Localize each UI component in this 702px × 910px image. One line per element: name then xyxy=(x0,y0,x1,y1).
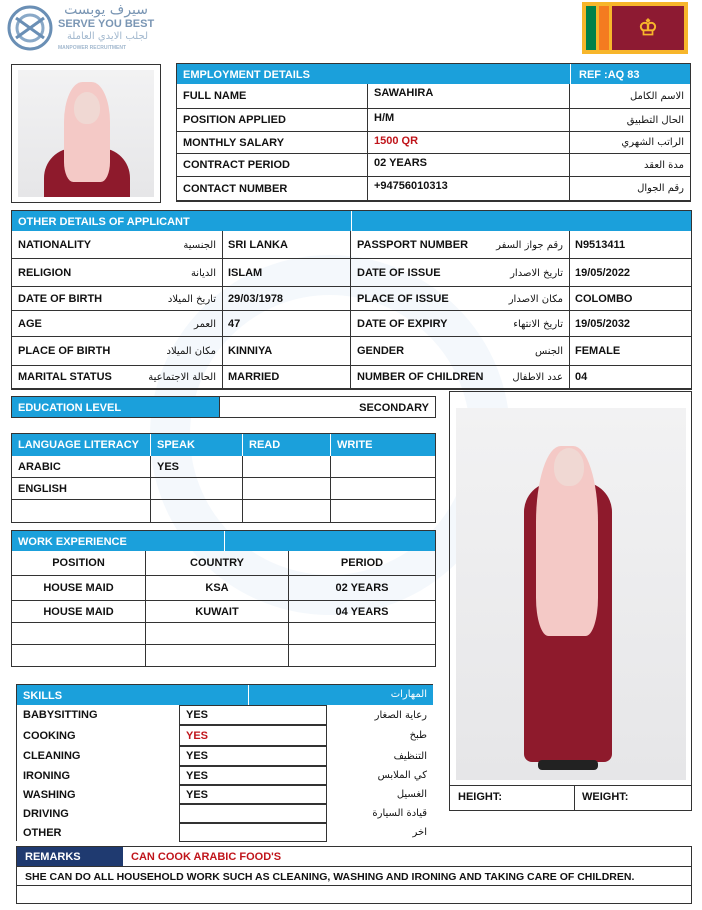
work-cell xyxy=(146,623,289,645)
skill-value xyxy=(179,823,327,842)
brand-name-en: SERVE YOU BEST xyxy=(58,18,155,30)
skill-label-ar: طبخ xyxy=(409,730,427,741)
skill-label: BABYSITTING xyxy=(23,709,98,721)
language-cell: YES xyxy=(151,456,243,478)
employment-details-title: EMPLOYMENT DETAILS xyxy=(183,69,310,81)
skill-value xyxy=(179,804,327,823)
other-right-label: DATE OF ISSUE xyxy=(351,259,569,287)
employment-details-table xyxy=(176,63,691,202)
other-right-label-ar: الجنس xyxy=(534,346,563,357)
remarks-highlight: CAN COOK ARABIC FOOD'S xyxy=(131,851,282,863)
other-left-label: PLACE OF BIRTH xyxy=(12,337,222,366)
remarks-text: SHE CAN DO ALL HOUSEHOLD WORK SUCH AS CLEANING, WASHING AND IRONING AND TAKING CARE OF CHILDREN. xyxy=(25,871,635,883)
skill-value: YES xyxy=(179,746,327,766)
skill-label: DRIVING xyxy=(23,807,69,820)
employment-value: +94756010313 xyxy=(368,177,570,201)
work-experience-table xyxy=(11,530,436,667)
other-right-label: GENDER xyxy=(351,337,569,366)
work-cell xyxy=(289,623,435,645)
work-header: COUNTRY xyxy=(146,551,289,576)
language-cell xyxy=(331,456,435,478)
language-header: WRITE xyxy=(337,439,373,451)
employment-label-ar: الحال التطبيق xyxy=(570,109,690,132)
height-label: HEIGHT: xyxy=(458,791,502,803)
work-cell: KSA xyxy=(146,576,289,601)
language-cell xyxy=(243,456,331,478)
work-header: PERIOD xyxy=(289,551,435,576)
employment-value: SAWAHIRA xyxy=(368,84,570,109)
sri-lanka-flag-icon: ♔ xyxy=(582,2,688,54)
skills-table xyxy=(16,684,433,841)
applicant-full-photo-frame xyxy=(449,391,692,811)
language-header: SPEAK xyxy=(151,434,243,456)
employment-value: H/M xyxy=(368,109,570,132)
skill-value: YES xyxy=(179,725,327,746)
other-left-label-ar: الجنسية xyxy=(183,239,216,251)
skills-title: SKILLS xyxy=(23,690,63,702)
other-left-label-ar: الحالة الاجتماعية xyxy=(148,372,216,383)
language-cell: ARABIC xyxy=(12,456,151,478)
remarks-label: REMARKS xyxy=(25,851,81,863)
other-right-value: 19/05/2022 xyxy=(569,259,691,287)
skill-label: COOKING xyxy=(23,729,76,742)
skill-label-ar: كي الملابس xyxy=(377,770,427,781)
logo-icon xyxy=(6,4,54,52)
work-cell: 02 YEARS xyxy=(289,576,435,601)
other-left-label: NATIONALITY xyxy=(12,231,222,259)
other-right-value: 19/05/2032 xyxy=(569,311,691,337)
other-right-label-ar: مكان الاصدار xyxy=(508,293,563,305)
other-left-label: MARITAL STATUS xyxy=(12,366,222,389)
skill-label-ar: قيادة السيارة xyxy=(372,808,427,819)
other-left-label-ar: الديانة xyxy=(190,267,216,279)
work-cell xyxy=(12,645,146,666)
other-left-value: MARRIED xyxy=(222,366,351,389)
applicant-portrait-photo xyxy=(11,64,161,203)
work-header: POSITION xyxy=(12,551,146,576)
other-left-label-ar: العمر xyxy=(194,318,216,330)
skill-label-ar: اخر xyxy=(412,827,427,838)
work-cell: KUWAIT xyxy=(146,601,289,623)
language-header: READ xyxy=(243,434,331,456)
brand-tagline-en: MANPOWER RECRUITMENT xyxy=(58,45,127,51)
other-right-label-ar: عدد الاطفال xyxy=(512,372,563,383)
remarks-box xyxy=(16,846,692,904)
other-details-table xyxy=(11,210,692,390)
other-right-label: DATE OF EXPIRY xyxy=(351,311,569,337)
employment-label: CONTACT NUMBER xyxy=(177,177,368,201)
brand-name-ar: سيرف يوبست xyxy=(64,2,148,18)
employment-label-ar: الراتب الشهري xyxy=(570,132,690,154)
work-experience-title: WORK EXPERIENCE xyxy=(18,536,127,548)
skill-label: OTHER xyxy=(23,826,62,839)
other-right-label: PASSPORT NUMBER xyxy=(351,231,569,259)
skills-title-ar: المهارات xyxy=(390,689,427,700)
skill-label: CLEANING xyxy=(23,750,81,762)
employment-value: 1500 QR xyxy=(368,132,570,154)
other-left-value: SRI LANKA xyxy=(222,231,351,259)
other-left-value: 47 xyxy=(222,311,351,337)
skill-label-ar: التنظيف xyxy=(393,750,427,762)
other-right-value: FEMALE xyxy=(569,337,691,366)
language-cell xyxy=(151,500,243,522)
other-right-value: COLOMBO xyxy=(569,287,691,311)
other-right-label: NUMBER OF CHILDREN xyxy=(351,366,569,389)
weight-label: WEIGHT: xyxy=(582,791,629,803)
company-logo xyxy=(6,4,54,52)
other-left-value: ISLAM xyxy=(222,259,351,287)
brand-tagline-ar: لجلب الايدي العاملة xyxy=(66,31,148,42)
education-level-row xyxy=(11,396,436,418)
other-left-value: KINNIYA xyxy=(222,337,351,366)
skill-label-ar: الغسيل xyxy=(396,789,427,800)
other-right-label-ar: تاريخ الانتهاء xyxy=(513,318,563,330)
other-right-value: N9513411 xyxy=(569,231,691,259)
education-level-value: SECONDARY xyxy=(359,402,429,414)
language-literacy-table xyxy=(11,433,436,523)
language-cell xyxy=(243,478,331,500)
applicant-full-photo xyxy=(456,408,686,780)
skill-value: YES xyxy=(179,766,327,785)
language-cell xyxy=(243,500,331,522)
employment-label: FULL NAME xyxy=(177,84,368,109)
work-cell xyxy=(12,623,146,645)
employment-value: 02 YEARS xyxy=(368,154,570,177)
work-cell: 04 YEARS xyxy=(289,601,435,623)
language-cell: ENGLISH xyxy=(12,478,151,500)
skill-value: YES xyxy=(179,785,327,804)
other-right-label: PLACE OF ISSUE xyxy=(351,287,569,311)
work-cell xyxy=(146,645,289,666)
ref-number: REF :AQ 83 xyxy=(570,64,690,84)
employment-label: CONTRACT PERIOD xyxy=(177,154,368,177)
skill-label: WASHING xyxy=(23,788,76,801)
language-cell xyxy=(331,500,435,522)
skill-label: IRONING xyxy=(23,769,71,782)
other-right-label-ar: رقم جواز السفر xyxy=(496,239,563,251)
other-right-value: 04 xyxy=(569,366,691,389)
employment-label: MONTHLY SALARY xyxy=(177,132,368,154)
other-left-label-ar: مكان الميلاد xyxy=(166,346,216,357)
work-cell: HOUSE MAID xyxy=(12,601,146,623)
employment-label: POSITION APPLIED xyxy=(177,109,368,132)
language-header: LANGUAGE LITERACY xyxy=(12,434,151,456)
other-left-label: RELIGION xyxy=(12,259,222,287)
other-left-value: 29/03/1978 xyxy=(222,287,351,311)
employment-label-ar: مدة العقد xyxy=(570,154,690,177)
work-cell xyxy=(289,645,435,666)
other-left-label: DATE OF BIRTH xyxy=(12,287,222,311)
education-level-label: EDUCATION LEVEL xyxy=(18,402,122,414)
language-cell xyxy=(331,478,435,500)
employment-label-ar: رقم الجوال xyxy=(570,177,690,201)
language-cell xyxy=(151,478,243,500)
language-cell xyxy=(12,500,151,522)
other-left-label: AGE xyxy=(12,311,222,337)
other-right-label-ar: تاريخ الاصدار xyxy=(510,267,563,279)
other-details-title: OTHER DETAILS OF APPLICANT xyxy=(18,216,190,228)
other-left-label-ar: تاريخ الميلاد xyxy=(167,293,216,305)
work-cell: HOUSE MAID xyxy=(12,576,146,601)
skill-value: YES xyxy=(179,705,327,725)
employment-label-ar: الاسم الكامل xyxy=(570,84,690,109)
skill-label-ar: رعاية الصغار xyxy=(374,709,427,721)
